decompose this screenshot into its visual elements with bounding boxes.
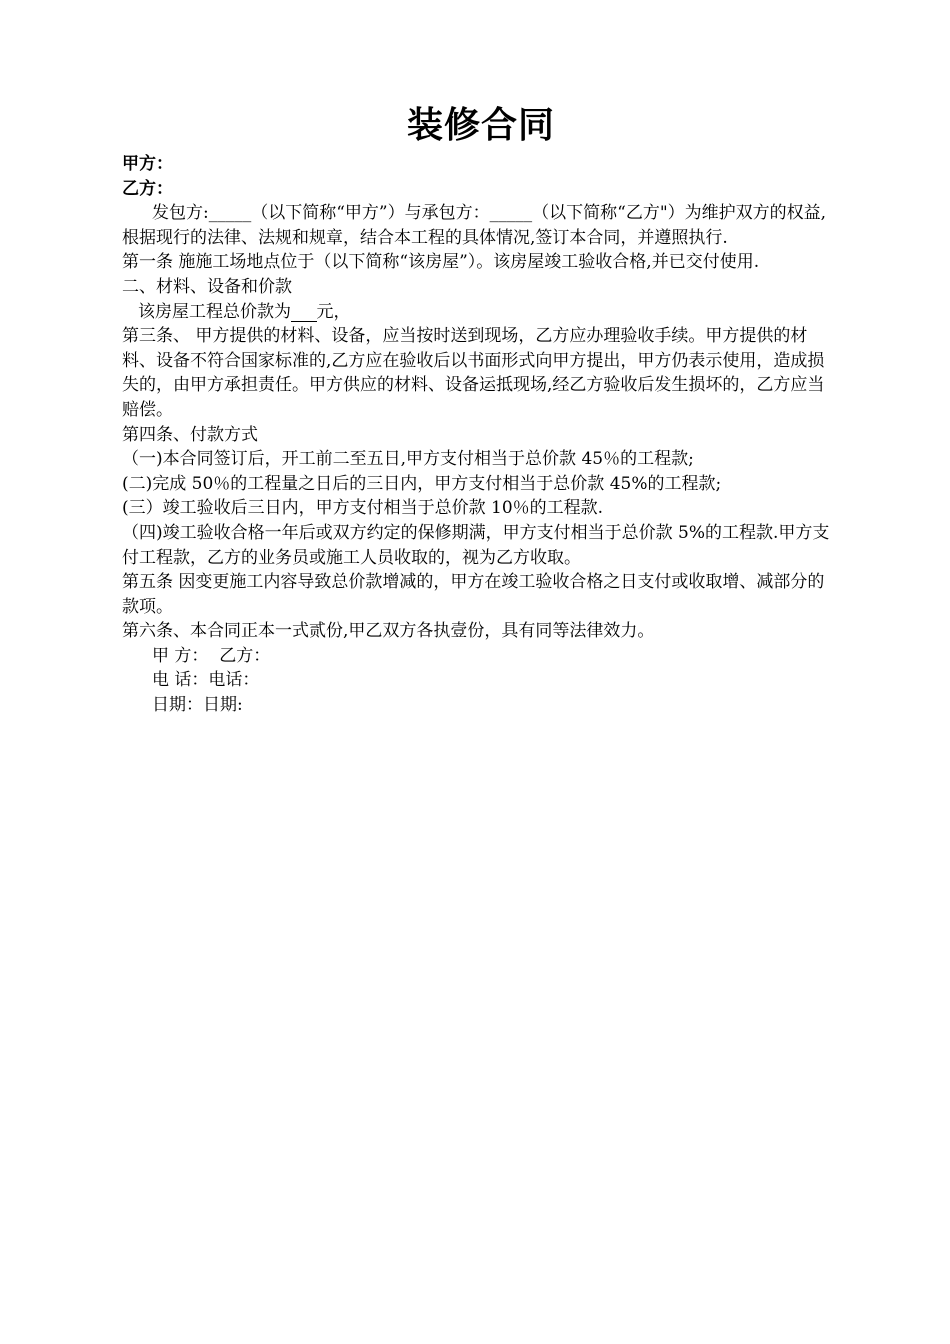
article-1: 第一条 施施工场地点位于（以下简称“该房屋”）。该房屋竣工验收合格,并已交付使用. (122, 252, 760, 273)
article-3: 第三条、 甲方提供的材料、设备，应当按时送到现场，乙方应办理验收手续。甲方提供的材料、设备不符合国家标准的,乙方应在验收后以书面形式向甲方提出，甲方仍表示使用，造成损失的，由甲方承担责任。甲方供应的材料、设备运抵现场,经乙方验收后发生损坏的，乙方应当赔偿。 (122, 326, 825, 420)
article-4-item-2: (二)完成 50％的工程量之日后的三日内，甲方支付相当于总价款 45%的工程款; (122, 473, 722, 494)
intro-text-1: 发包方: (152, 203, 209, 224)
document-title: 装修合同 (406, 105, 555, 146)
intro-text-2: （以下简称“甲方”）与承包方： (251, 203, 490, 224)
article-5: 第五条 因变更施工内容导致总价款增减的，甲方在竣工验收合格之日支付或收取增、减部分的款项。 (122, 572, 825, 617)
price-text-2: 元， (316, 301, 351, 322)
article-6: 第六条、本合同正本一式贰份,甲乙双方各执壹份，具有同等法律效力。 (122, 621, 655, 642)
article-4-item-4: （四)竣工验收合格一年后或双方约定的保修期满，甲方支付相当于总价款 5%的工程款.甲方支付工程款，乙方的业务员或施工人员收取的，视为乙方收取。 (122, 522, 830, 568)
article-2-price (122, 300, 840, 325)
price-blank (291, 303, 317, 322)
signature-date-line: 日期：日期: (152, 695, 243, 716)
party-b-label: 乙方： (122, 178, 173, 199)
contract-page (122, 100, 840, 718)
article-4-item-1: （一)本合同签订后，开工前二至五日,甲方支付相当于总价款 45％的工程款; (122, 449, 694, 470)
article-4-item-3: (三）竣工验收后三日内，甲方支付相当于总价款 10％的工程款. (122, 498, 604, 519)
intro-blank-2: _____ (489, 203, 533, 224)
article-2-heading: 二、材料、设备和价款 (122, 276, 292, 297)
signature-party-line: 甲 方： 乙方： (152, 645, 271, 666)
intro-paragraph (122, 201, 840, 250)
price-text-1: 该房屋工程总价款为 (138, 301, 291, 322)
intro-text-3: （以下简称“乙方"）为维护双方的权益,根据现行的法律、法规和规章，结合本工程的具体情况,签订本合同，并遵照执行. (122, 203, 827, 248)
signature-phone-line: 电 话：电话： (152, 670, 260, 691)
intro-blank-1: _____ (208, 203, 252, 224)
party-a-label: 甲方： (122, 154, 173, 174)
article-4-heading: 第四条、付款方式 (122, 424, 258, 445)
